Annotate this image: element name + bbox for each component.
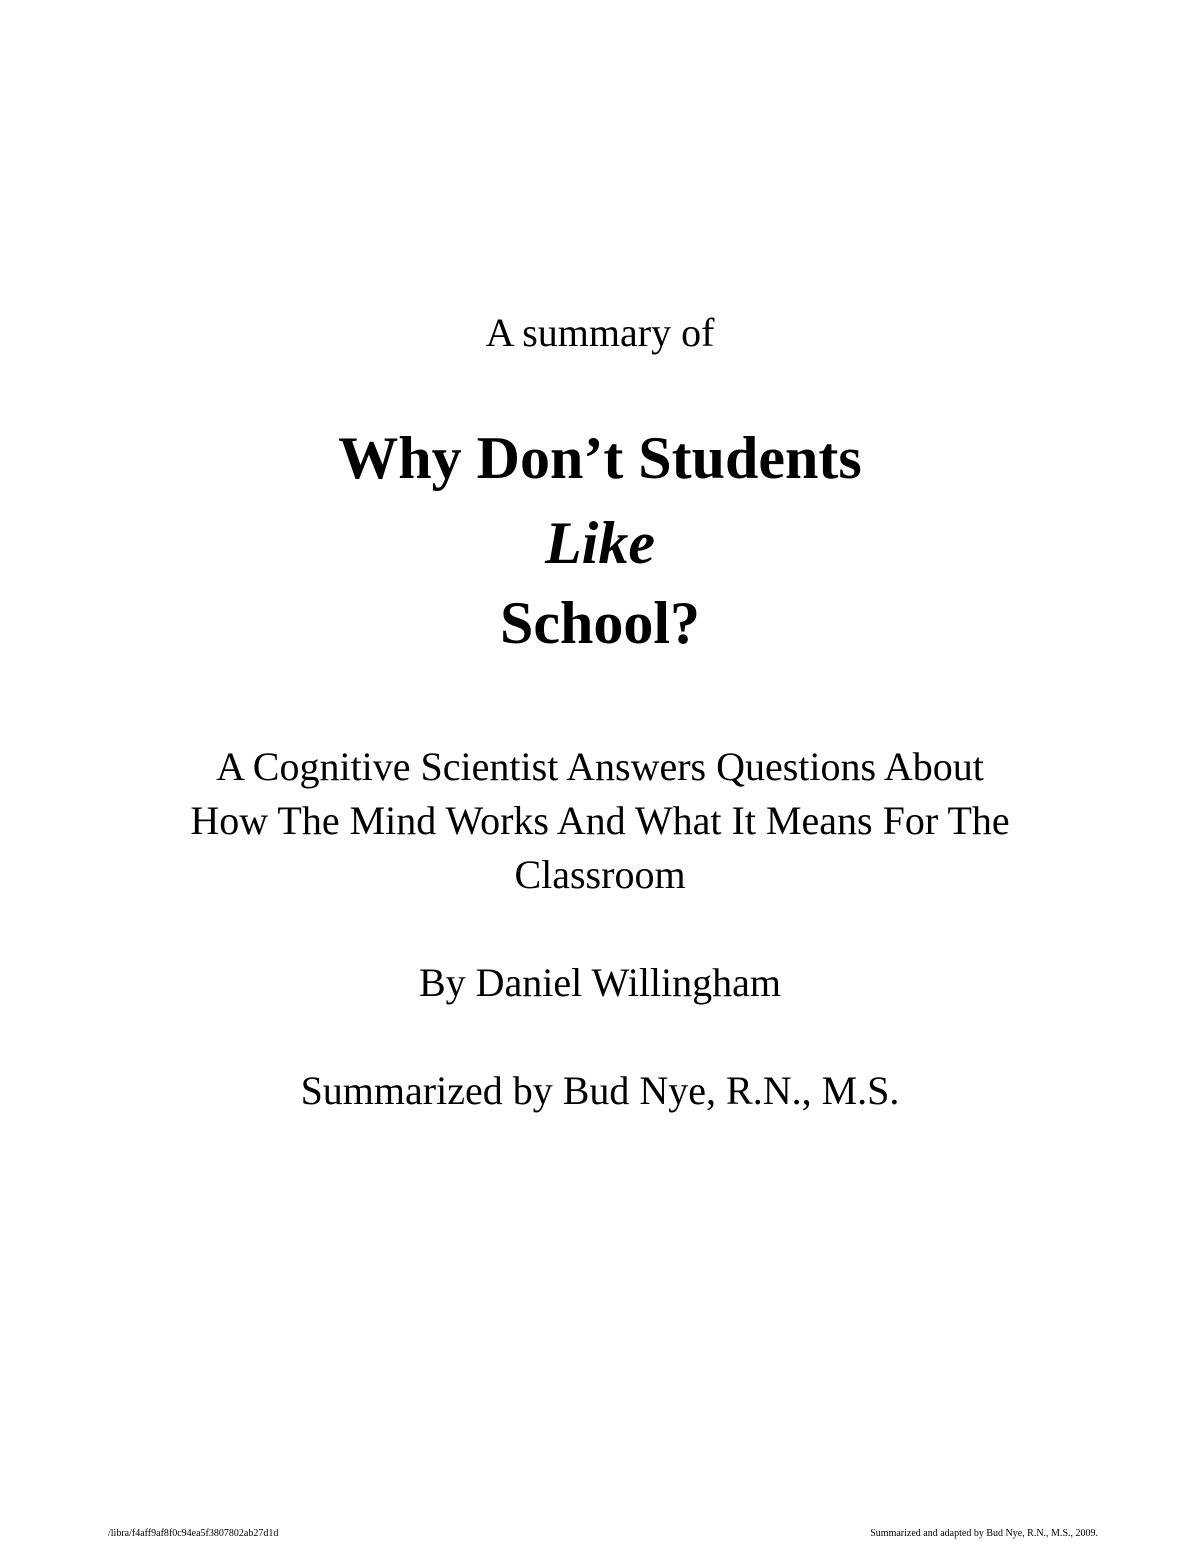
summarizer-line: Summarized by Bud Nye, R.N., M.S. bbox=[300, 1068, 900, 1113]
subtitle bbox=[0, 740, 1200, 902]
footer-credit: Summarized and adapted by Bud Nye, R.N., M.S., 2009. bbox=[870, 1528, 1098, 1539]
title-line-1: Why Don’t Students bbox=[338, 425, 862, 491]
title-line-2: Like bbox=[545, 510, 655, 576]
subtitle-line-3: Classroom bbox=[514, 852, 686, 897]
subtitle-line-2: How The Mind Works And What It Means For The bbox=[190, 798, 1010, 843]
intro-text: A summary of bbox=[485, 310, 715, 355]
title-line-3: School? bbox=[499, 590, 701, 656]
subtitle-line-1: A Cognitive Scientist Answers Questions About bbox=[216, 744, 984, 789]
footer-path: /libra/f4aff9af8f0c94ea5f3807802ab27d1d bbox=[108, 1528, 279, 1539]
author-line: By Daniel Willingham bbox=[418, 960, 782, 1005]
